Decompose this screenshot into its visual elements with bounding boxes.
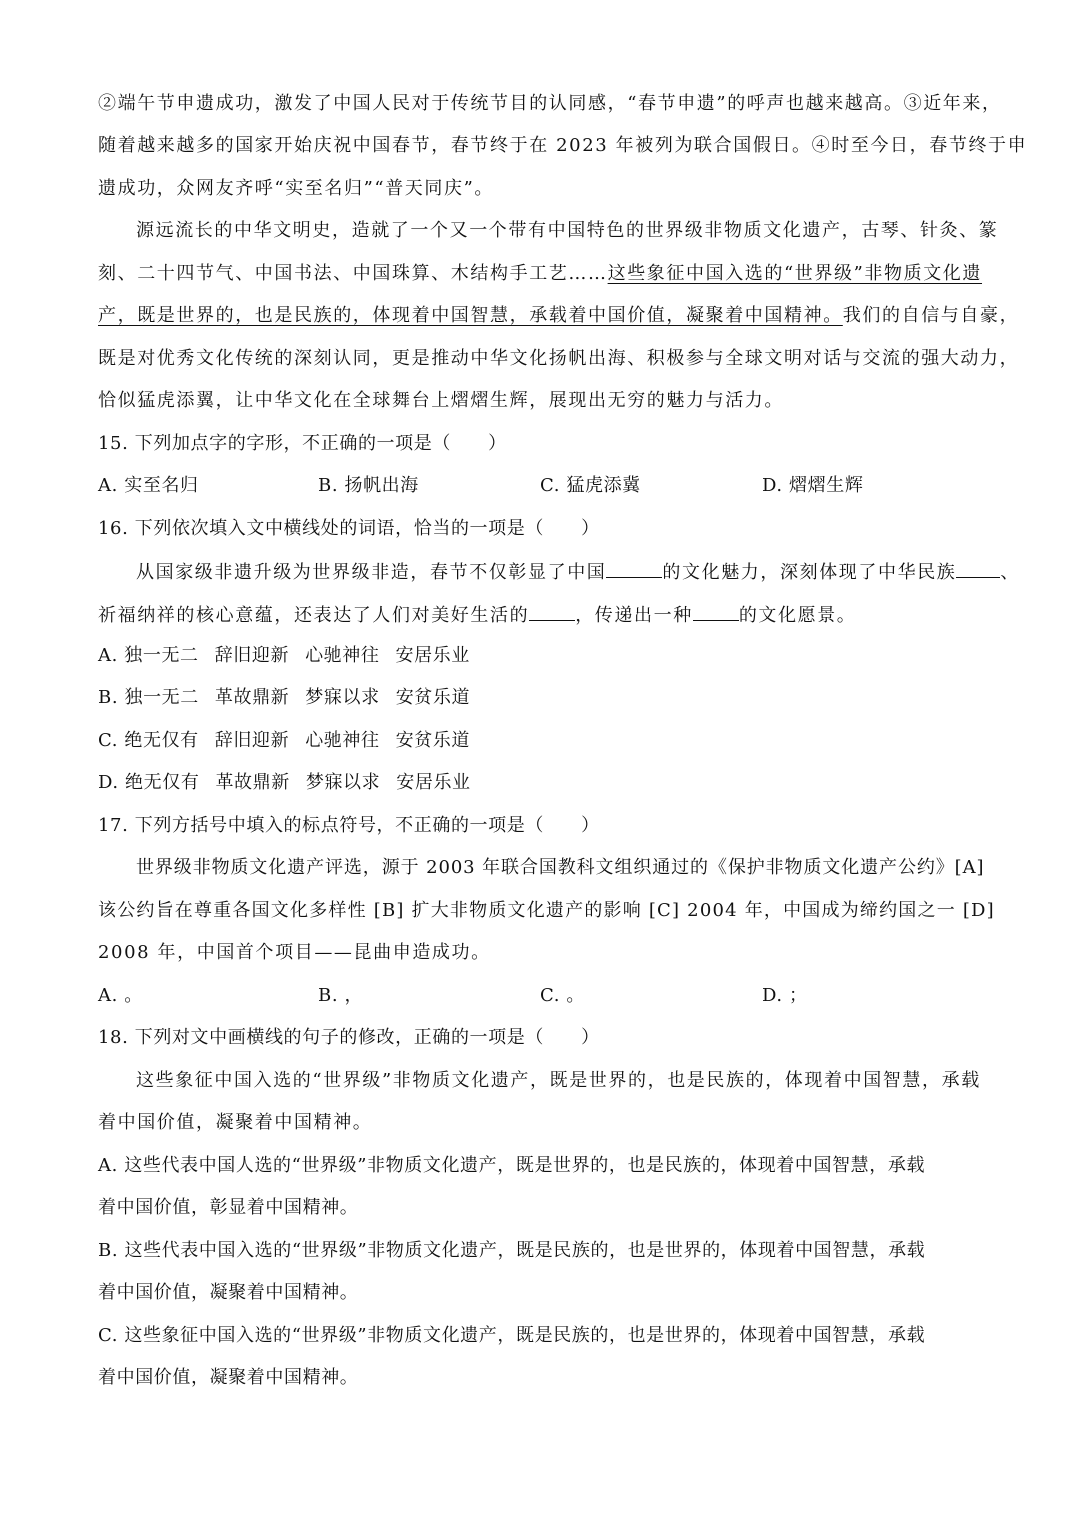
option-word: D. 绝无仅有 (98, 772, 200, 793)
q15-option-b[interactable]: B. 扬帆出海 (318, 475, 419, 496)
q16-text: 、 (1000, 562, 1021, 583)
q16-text: 的文化魅力，深刻体现了中华民族 (662, 562, 957, 583)
passage-text: 我们的自信与自豪， (842, 305, 1020, 326)
q18-option-c[interactable]: C. 这些象征中国入选的“世界级”非物质文化遗产，既是民族的，也是世界的，体现着中国智慧，承载 (98, 1325, 926, 1346)
q18-option-a-cont: 着中国价值，彰显着中国精神。 (98, 1197, 359, 1218)
passage-line: ②端午节申遗成功，激发了中国人民对于传统节目的认同感，“春节申遗”的呼声也越来越高。③近年来， (98, 93, 1002, 114)
option-word: 梦寐以求 (305, 772, 381, 793)
option-word: 辞旧迎新 (214, 645, 290, 666)
question-15-stem: 15. 下列加点字的字形，不正确的一项是（ ） (98, 433, 507, 454)
option-word: 安贫乐道 (395, 687, 471, 708)
q16-option-c[interactable] (98, 729, 470, 753)
passage-text: 刻、二十四节气、中国书法、中国珠算、木结构手工艺…… (98, 263, 608, 284)
option-word: 安居乐业 (395, 645, 470, 666)
q18-sentence-line: 着中国价值，凝聚着中国精神。 (98, 1112, 373, 1133)
q15-option-d[interactable]: D. 熠熠生辉 (762, 475, 864, 496)
option-word: B. 独一无二 (98, 687, 199, 708)
option-word: 辞旧迎新 (214, 730, 290, 751)
question-17-stem: 17. 下列方括号中填入的标点符号，不正确的一项是（ ） (98, 815, 600, 836)
q16-option-b[interactable] (98, 686, 470, 710)
passage-line: 遗成功，众网友齐呼“实至名归”“普天同庆”。 (98, 178, 495, 199)
question-16-stem: 16. 下列依次填入文中横线处的词语，恰当的一项是（ ） (98, 518, 600, 539)
q16-sentence-line (98, 602, 856, 628)
q17-sentence-line: 该公约旨在尊重各国文化多样性 [B] 扩大非物质文化遗产的影响 [C] 2004 年，中国成为缔约国之一 [D] (98, 900, 995, 921)
q17-option-c[interactable]: C. 。 (540, 985, 585, 1006)
q16-option-a[interactable] (98, 644, 470, 668)
q18-option-b-cont: 着中国价值，凝聚着中国精神。 (98, 1282, 359, 1303)
option-word: 心驰神往 (305, 730, 380, 751)
passage-line: 既是对优秀文化传统的深刻认同，更是推动中华文化扬帆出海、积极参与全球文明对话与交流的强大动力， (98, 348, 1020, 369)
option-word: 革故鼎新 (214, 687, 290, 708)
q16-text: 从国家级非遗升级为世界级非造，春节不仅彰显了中国 (136, 562, 607, 583)
passage-line: 恰似猛虎添翼，让中华文化在全球舞台上熠熠生辉，展现出无穷的魅力与活力。 (98, 390, 784, 411)
q15-option-c[interactable]: C. 猛虎添冀 (540, 475, 641, 496)
underlined-sentence: 产，既是世界的，也是民族的，体现着中国智慧，承载着中国价值，凝聚着中国精神。 (98, 305, 843, 326)
q17-option-b[interactable]: B. ， (318, 985, 364, 1006)
q18-option-b[interactable]: B. 这些代表中国入选的“世界级”非物质文化遗产，既是民族的，也是世界的，体现着中国智慧，承载 (98, 1240, 926, 1261)
option-word: 安贫乐道 (395, 730, 470, 751)
passage-line (98, 262, 982, 286)
q17-sentence-line: 世界级非物质文化遗产评选，源于 2003 年联合国教科文组织通过的《保护非物质文化遗产公约》[A] (136, 857, 985, 878)
option-word: C. 绝无仅有 (98, 730, 199, 751)
q17-option-a[interactable]: A. 。 (98, 985, 143, 1006)
underlined-sentence: 这些象征中国入选的“世界级”非物质文化遗 (607, 263, 983, 284)
q16-text: 的文化愿景。 (738, 605, 857, 626)
q17-option-d[interactable]: D. ； (762, 985, 808, 1006)
option-word: 梦寐以求 (305, 687, 380, 708)
option-word: 安居乐业 (396, 772, 471, 793)
option-word: A. 独一无二 (98, 645, 199, 666)
q16-sentence-line (136, 559, 1020, 585)
q18-sentence-line: 这些象征中国入选的“世界级”非物质文化遗产，既是世界的，也是民族的，体现着中国智慧，承载 (136, 1070, 981, 1091)
q16-text: 祈福纳祥的核心意蕴，还表达了人们对美好生活的 (98, 605, 530, 626)
fill-blank (693, 602, 739, 621)
option-word: 心驰神往 (305, 645, 380, 666)
q17-sentence-line: 2008 年，中国首个项目——昆曲申造成功。 (98, 942, 491, 963)
option-word: 革故鼎新 (215, 772, 290, 793)
fill-blank (956, 559, 1000, 578)
question-18-stem: 18. 下列对文中画横线的句子的修改，正确的一项是（ ） (98, 1027, 600, 1048)
fill-blank (529, 602, 575, 621)
fill-blank (606, 559, 662, 578)
passage-line (98, 304, 1019, 328)
q16-option-d[interactable] (98, 771, 471, 795)
q18-option-c-cont: 着中国价值，凝聚着中国精神。 (98, 1367, 359, 1388)
passage-line: 源远流长的中华文明史，造就了一个又一个带有中国特色的世界级非物质文化遗产，古琴、针灸、篆 (136, 220, 999, 241)
passage-line: 随着越来越多的国家开始庆祝中国春节，春节终于在 2023 年被列为联合国假日。④时至今日，春节终于申 (98, 135, 1028, 156)
q18-option-a[interactable]: A. 这些代表中国人选的“世界级”非物质文化遗产，既是世界的，也是民族的，体现着中国智慧，承载 (98, 1155, 926, 1176)
q15-option-a[interactable]: A. 实至名归 (98, 475, 199, 496)
q16-text: ，传递出一种 (575, 605, 693, 626)
